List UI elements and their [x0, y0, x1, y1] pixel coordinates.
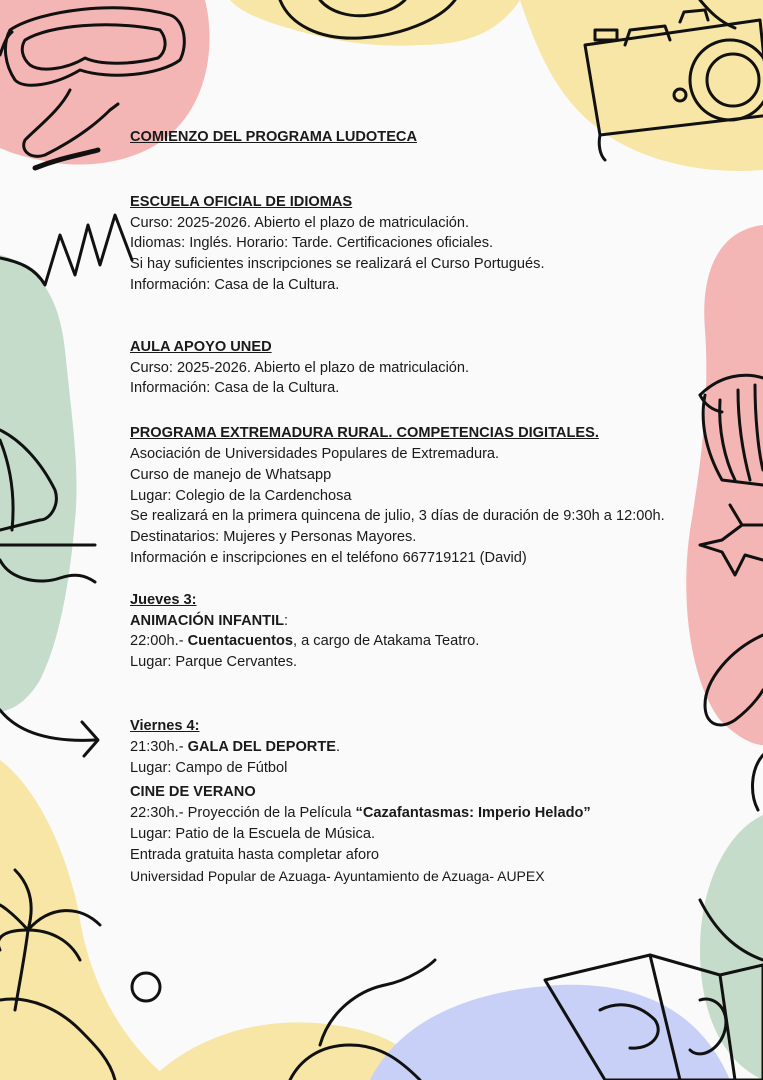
eoi-line: Curso: 2025-2026. Abierto el plazo de matriculación. — [130, 214, 470, 231]
right-swirl-2 — [753, 755, 763, 810]
section-rural — [130, 423, 730, 569]
uned-line: Curso: 2025-2026. Abierto el plazo de matriculación. — [130, 359, 470, 376]
jueves-subtitle — [130, 611, 730, 632]
jueves-event — [130, 631, 730, 652]
cine-time: 22:30h.- Proyección de la Película — [130, 805, 356, 822]
section-heading-rural: PROGRAMA EXTREMADURA RURAL. COMPETENCIAS DIGITALES. — [130, 425, 599, 442]
section-jueves — [130, 590, 730, 673]
cine-entry: Entrada gratuita hasta completar aforo — [130, 846, 380, 863]
section-heading-eoi: ESCUELA OFICIAL DE IDIOMAS — [130, 193, 353, 210]
event-rest: , a cargo de Atakama Teatro. — [293, 633, 480, 650]
event-name: Cuentacuentos — [187, 633, 294, 650]
day-heading-jueves: Jueves 3: — [130, 591, 197, 608]
yellow-blob-top — [230, 0, 520, 46]
gala-suffix: . — [336, 738, 341, 755]
arrow-icon — [0, 710, 98, 756]
cine-place: Lugar: Patio de la Escuela de Música. — [130, 825, 375, 842]
organizers: Universidad Popular de Azuaga- Ayuntamiento de Azuaga- AUPEX — [130, 867, 545, 884]
gala-time: 21:30h.- — [130, 738, 188, 755]
eoi-line: Información: Casa de la Cultura. — [130, 276, 340, 293]
section-heading-uned: AULA APOYO UNED — [130, 338, 272, 355]
eoi-line: Idiomas: Inglés. Horario: Tarde. Certificaciones oficiales. — [130, 235, 494, 252]
page-title: COMIENZO DEL PROGRAMA LUDOTECA — [130, 129, 418, 145]
cine-film: “Cazafantasmas: Imperio Helado” — [355, 805, 591, 822]
small-circle — [132, 973, 160, 1001]
section-uned — [130, 337, 730, 399]
section-viernes — [130, 716, 730, 886]
section-eoi — [130, 192, 730, 296]
eoi-line: Si hay suficientes inscripciones se realizará el Curso Portugués. — [130, 256, 545, 273]
subtitle-suffix: : — [284, 612, 289, 629]
rural-line: Curso de manejo de Whatsapp — [130, 466, 332, 483]
rural-line: Se realizará en la primera quincena de julio, 3 días de duración de 9:30h a 12:00h. — [130, 508, 665, 525]
gala-event — [130, 737, 730, 758]
rural-line: Destinatarios: Mujeres y Personas Mayores. — [130, 529, 417, 546]
jueves-place: Lugar: Parque Cervantes. — [130, 654, 298, 671]
rural-line: Información e inscripciones en el teléfono 667719121 (David) — [130, 549, 527, 566]
cine-event — [130, 803, 730, 824]
cine-title: CINE DE VERANO — [130, 784, 256, 801]
animacion-infantil-label: ANIMACIÓN INFANTIL — [130, 612, 285, 629]
event-time: 22:00h.- — [130, 633, 188, 650]
program-content — [130, 127, 730, 886]
gala-name: GALA DEL DEPORTE — [187, 738, 336, 755]
rural-line: Lugar: Colegio de la Cardenchosa — [130, 487, 352, 504]
uned-line: Información: Casa de la Cultura. — [130, 380, 340, 397]
day-heading-viernes: Viernes 4: — [130, 717, 200, 734]
gala-place: Lugar: Campo de Fútbol — [130, 759, 288, 776]
rural-line: Asociación de Universidades Populares de Extremadura. — [130, 445, 500, 462]
